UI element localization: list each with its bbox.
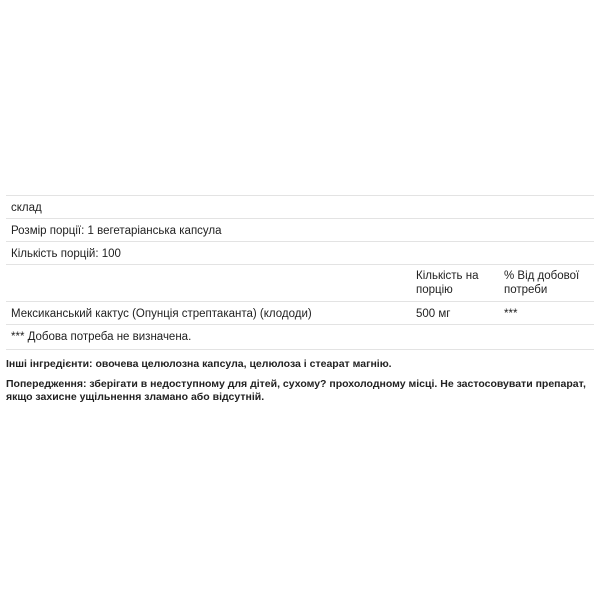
supplement-facts-table — [6, 195, 594, 350]
ingredient-name: Мексиканський кактус (Опунція стрептаканта) (клододи) — [11, 308, 312, 320]
table-row — [6, 301, 594, 324]
other-ingredients: Інші інгредієнти: овочева целюлозна капсула, целюлоза і стеарат магнію. — [6, 358, 392, 370]
header-name-cell — [6, 269, 416, 301]
facts-title: склад — [6, 195, 594, 218]
header-daily-value: % Від добової потреби — [504, 270, 580, 296]
ingredient-daily-value: *** — [504, 308, 518, 320]
facts-column-header — [6, 264, 594, 301]
header-amount: Кількість на порцію — [416, 270, 479, 296]
serving-size: Розмір порції: 1 вегетаріанська капсула — [6, 218, 594, 241]
warning-text: Попередження: зберігати в недоступному для дітей, сухому? прохолодному місці. Не застосовувати препарат, якщо захисне ущільнення зламано або відсутній. — [6, 378, 586, 403]
facts-footnote: *** Добова потреба не визначена. — [6, 324, 594, 350]
servings-per-container: Кількість порцій: 100 — [6, 241, 594, 264]
ingredient-amount: 500 мг — [416, 308, 451, 320]
